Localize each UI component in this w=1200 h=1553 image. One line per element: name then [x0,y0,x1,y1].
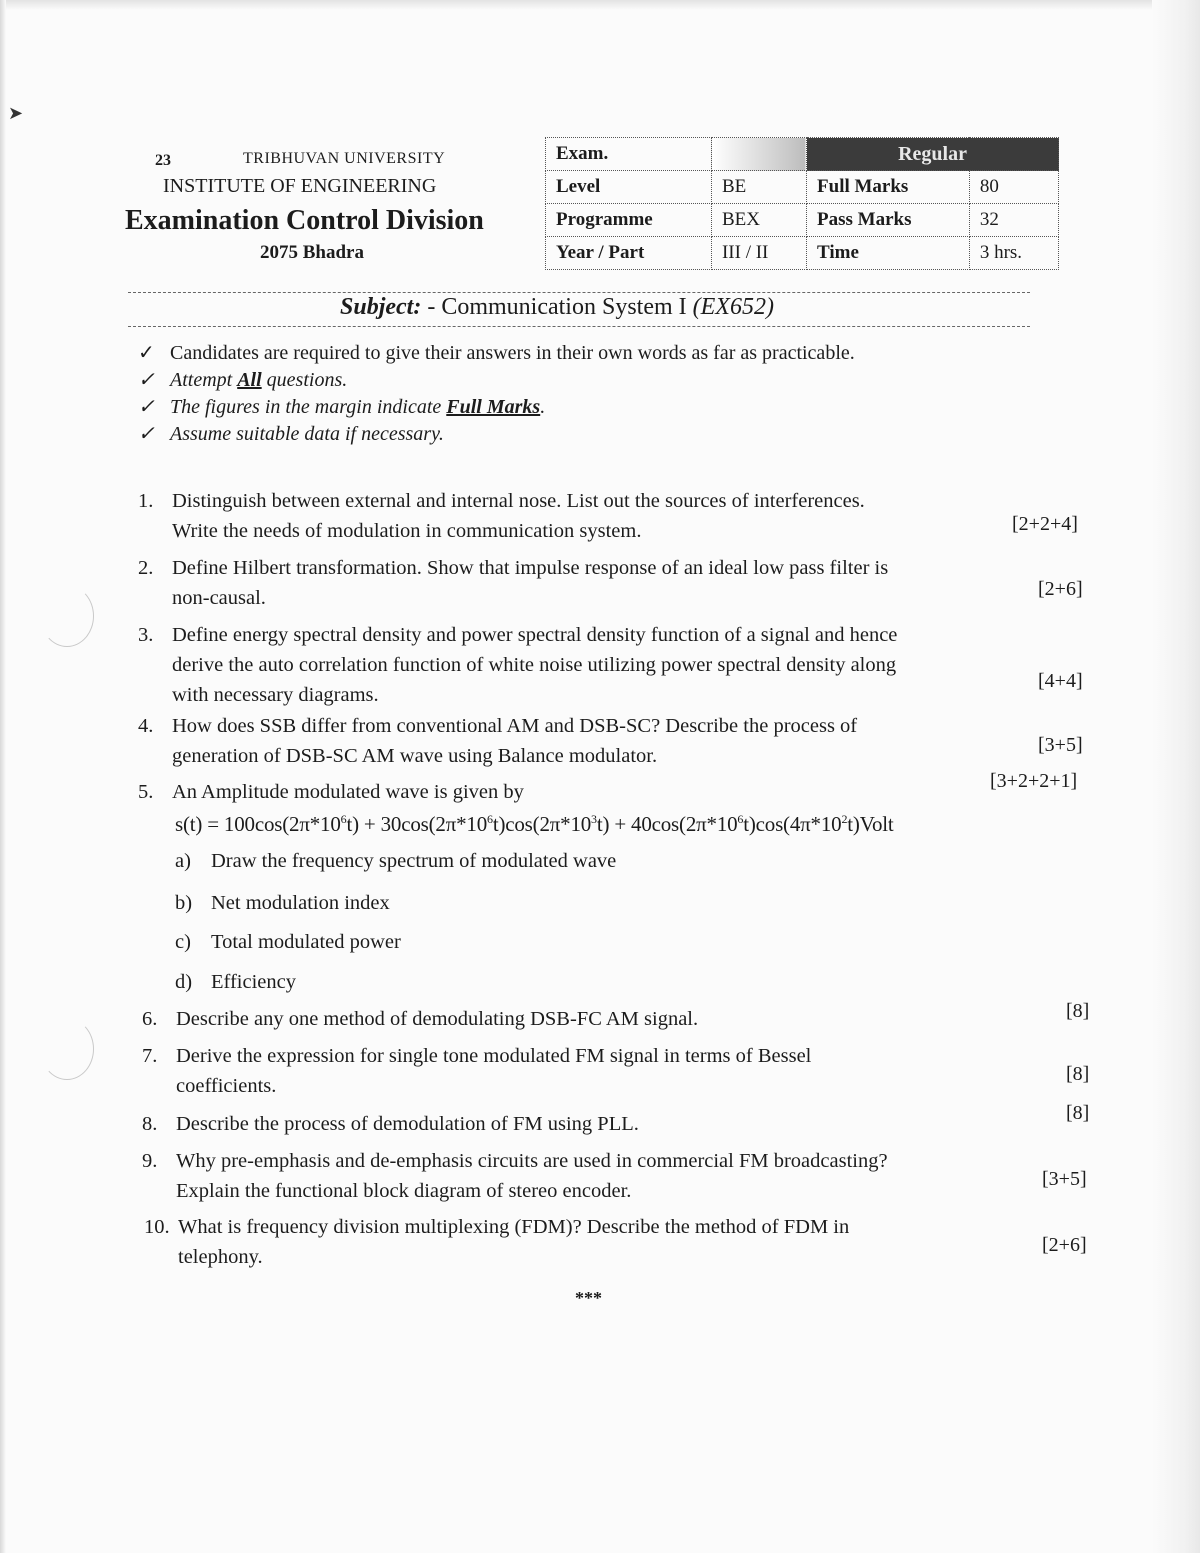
question-text: How does SSB differ from conventional AM and DSB-SC? Describe the process of [172,715,858,737]
checkmark-icon: ✓ [138,342,155,364]
question-marks: [4+4] [1038,670,1083,692]
question-number: 6. [142,1008,158,1030]
question-text: derive the auto correlation function of white noise utilizing power spectral density along [172,654,897,676]
programme-value: BEX [711,204,806,237]
question-text: Write the needs of modulation in communication system. [172,520,642,542]
question-1 [138,486,865,546]
instruction-text: Candidates are required to give their answers in their own words as far as practicable. [170,342,855,364]
question-10 [144,1212,849,1272]
question-5 [138,777,524,807]
question-number: 4. [138,715,154,737]
question-text: Describe any one method of demodulating DSB-FC AM signal. [176,1008,699,1030]
question-marks: [8] [1066,1000,1090,1022]
sub-question-text: Total modulated power [211,931,401,953]
question-number: 9. [142,1150,158,1172]
question-text: Derive the expression for single tone modulated FM signal in terms of Bessel [176,1045,812,1067]
time-label: Time [807,237,970,270]
level-label: Level [546,171,712,204]
table-row [546,204,1059,237]
question-marks: [2+2+4] [1012,513,1078,535]
question-9 [142,1146,888,1206]
divider-top [128,292,1030,293]
question-2 [138,553,888,613]
year-part-value: III / II [711,237,806,270]
equation-part: t)cos(2π*10 [492,812,592,836]
sub-question-letter: a) [175,850,191,872]
sub-question-b [175,892,390,915]
division-name: Examination Control Division [125,205,484,236]
table-row [546,237,1059,270]
instruction-emphasis: Full Marks [446,396,541,418]
sub-question-letter: d) [175,971,193,993]
question-number: 8. [142,1113,158,1135]
equation-exponent: 2 [841,812,848,826]
instruction-text: The figures in the margin indicate [170,396,447,418]
sub-question-letter: b) [175,892,193,914]
sub-question-c [175,931,401,954]
question-number: 2. [138,557,154,579]
question-number: 1. [138,490,154,512]
question-text: Define Hilbert transformation. Show that impulse response of an ideal low pass filter is [172,557,889,579]
question-text: with necessary diagrams. [172,684,379,706]
question-marks: [3+5] [1038,734,1083,756]
checkmark-icon: ✓ [138,423,155,445]
instruction-item [138,421,855,448]
table-row [546,171,1059,204]
question-text: telephony. [178,1246,263,1268]
exam-label: Exam. [546,138,712,171]
equation-part: t)cos(4π*10 [743,812,842,836]
equation-exponent: 6 [340,812,347,826]
university-name: TRIBHUVAN UNIVERSITY [243,150,446,167]
scan-edge-left [0,0,6,1553]
equation-part: t) + 40cos(2π*10 [596,812,738,836]
instruction-text: Assume suitable data if necessary. [170,423,444,445]
subject-code: (EX652) [692,294,774,320]
checkmark-icon: ✓ [138,369,155,391]
year-part-label: Year / Part [546,237,712,270]
instruction-item [138,394,855,421]
equation-part: t)Volt [847,812,894,836]
am-wave-equation [175,812,894,837]
question-text: Explain the functional block diagram of stereo encoder. [176,1180,632,1202]
divider-bottom [128,326,1030,327]
question-text: Why pre-emphasis and de-emphasis circuits are used in commercial FM broadcasting? [176,1150,888,1172]
question-marks: [3+5] [1042,1168,1087,1190]
exam-blank-cell [711,138,806,171]
level-value: BE [711,171,806,204]
equation-exponent: 3 [591,812,597,826]
sub-question-a [175,850,616,873]
full-marks-value: 80 [969,171,1058,204]
question-marks: [3+2+2+1] [990,770,1078,792]
table-row [546,138,1059,171]
question-8 [142,1109,639,1139]
question-text: Distinguish between external and internal nose. List out the sources of interferences. [172,490,865,512]
question-text: What is frequency division multiplexing (FDM)? Describe the method of FDM in [178,1216,850,1238]
question-number: 7. [142,1045,158,1067]
equation-part: t) + 30cos(2π*10 [346,812,488,836]
question-paper-number: 23 [155,152,171,169]
question-text: An Amplitude modulated wave is given by [172,781,524,803]
equation-exponent: 6 [737,812,744,826]
exam-session: 2075 Bhadra [260,242,364,263]
question-number: 10. [144,1216,170,1238]
question-text: non-causal. [172,587,266,609]
pass-marks-value: 32 [969,204,1058,237]
question-number: 3. [138,624,154,646]
question-marks: [2+6] [1038,578,1083,600]
scan-edge-right [1152,0,1200,1553]
subject-label: Subject: [340,294,422,320]
sub-question-d [175,971,296,994]
question-3 [138,620,897,710]
exam-info-table [545,137,1059,270]
question-text: Define energy spectral density and power spectral density function of a signal and hence [172,624,898,646]
equation-exponent: 6 [487,812,493,826]
instruction-item [138,367,855,394]
punch-hole-icon [40,585,94,647]
question-text: Describe the process of demodulation of FM using PLL. [176,1113,639,1135]
scan-mark-icon: ➤ [8,103,24,123]
question-number: 5. [138,781,154,803]
instruction-item [138,340,855,367]
question-7 [142,1041,811,1101]
full-marks-label: Full Marks [807,171,970,204]
question-marks: [8] [1066,1063,1090,1085]
instructions-list [138,340,855,448]
instruction-text: . [540,396,546,418]
exam-type-value: Regular [807,138,1059,171]
instruction-emphasis: All [237,369,262,391]
sub-question-letter: c) [175,931,191,953]
subject-line [340,294,774,321]
question-text: generation of DSB-SC AM wave using Balance modulator. [172,745,658,767]
checkmark-icon: ✓ [138,396,155,418]
equation-part: s(t) = 100cos(2π*10 [175,812,341,836]
sub-question-text: Efficiency [211,971,296,993]
sub-question-text: Net modulation index [211,892,390,914]
time-value: 3 hrs. [969,237,1058,270]
end-of-paper-mark: *** [575,1288,602,1308]
question-4 [138,711,857,771]
subject-name: - Communication System I [427,294,687,320]
institute-name: INSTITUTE OF ENGINEERING [163,175,437,197]
sub-question-text: Draw the frequency spectrum of modulated wave [211,850,617,872]
instruction-text: questions. [261,369,348,391]
question-text: coefficients. [176,1075,277,1097]
question-6 [142,1004,698,1034]
question-marks: [2+6] [1042,1234,1087,1256]
instruction-text: Attempt [170,369,238,391]
punch-hole-icon [40,1018,94,1080]
pass-marks-label: Pass Marks [807,204,970,237]
question-marks: [8] [1066,1102,1090,1124]
scan-edge-top [0,0,1200,10]
programme-label: Programme [546,204,712,237]
